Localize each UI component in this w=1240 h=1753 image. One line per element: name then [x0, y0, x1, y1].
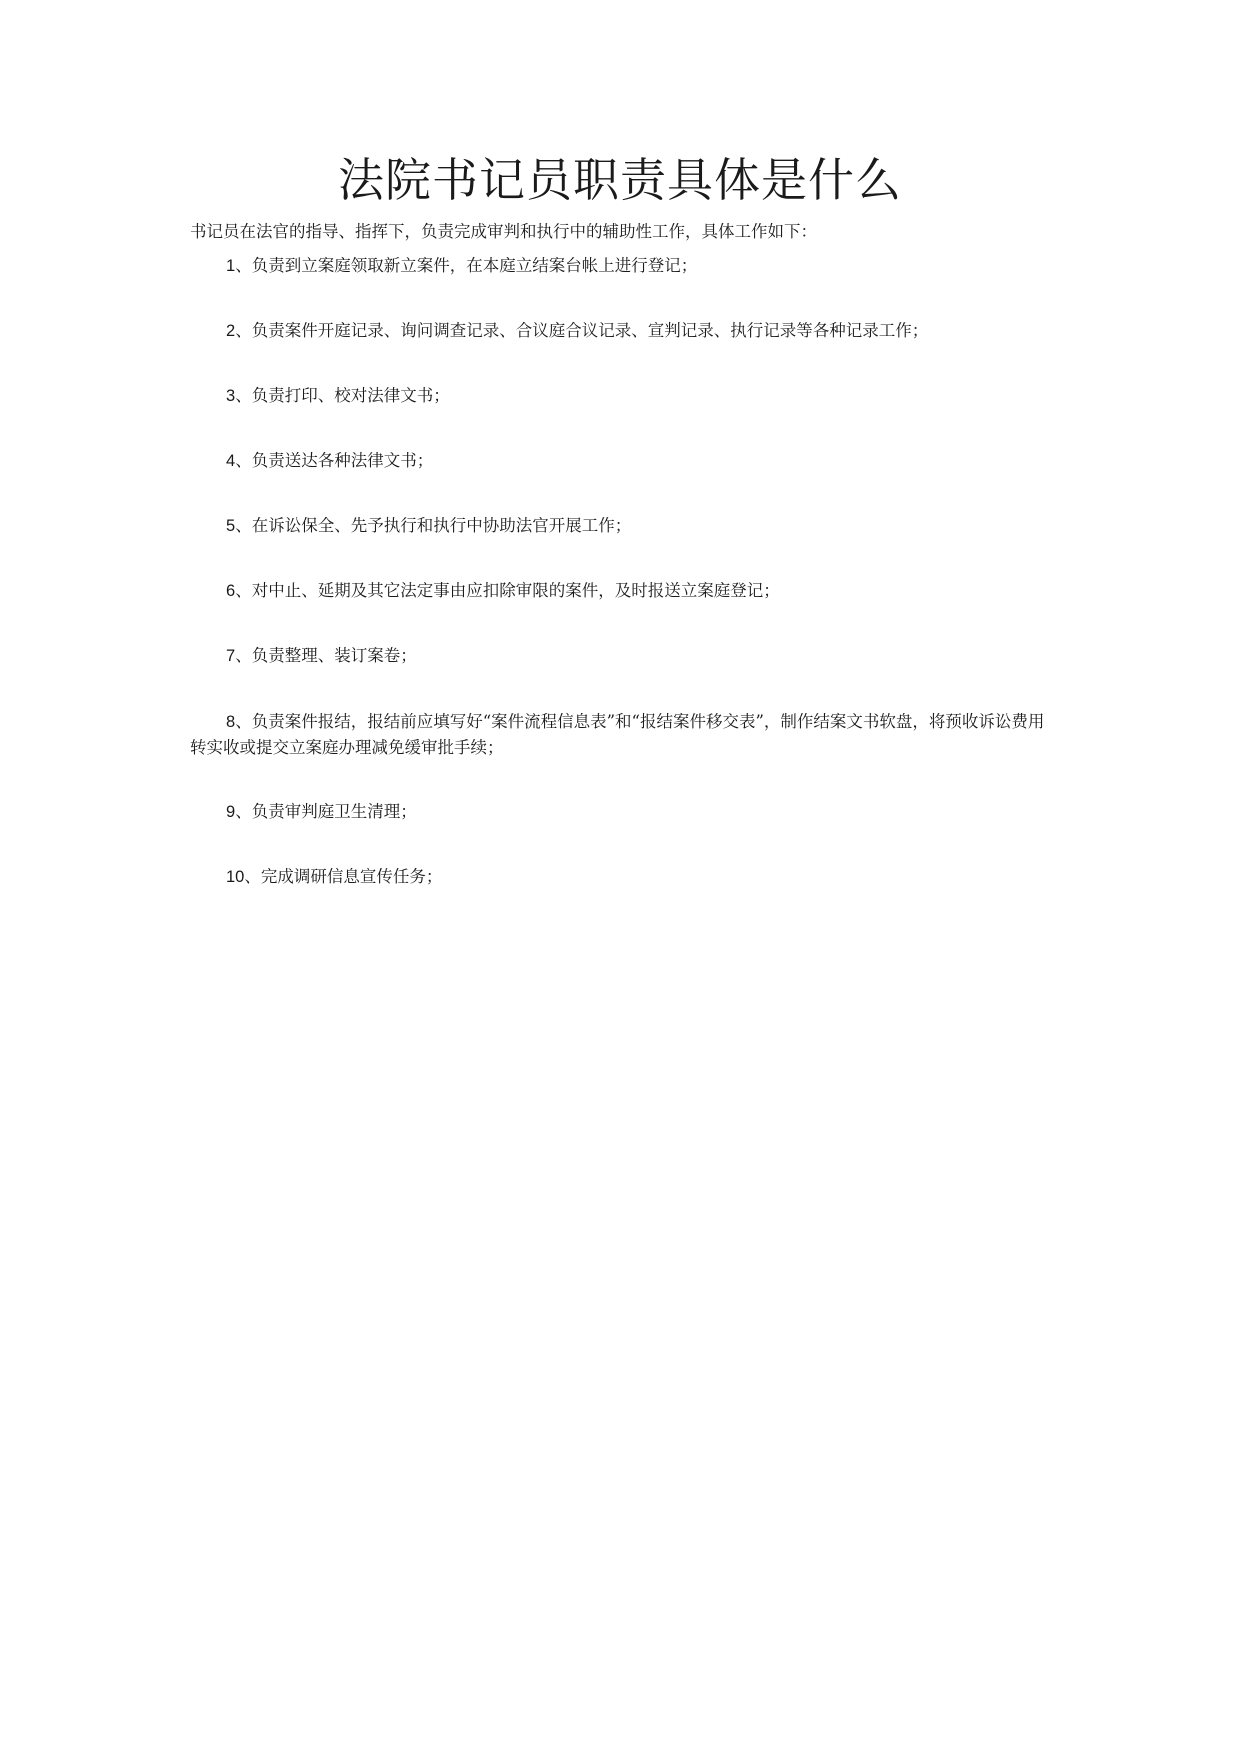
item-text: 、负责审判庭卫生清理；	[235, 802, 417, 821]
item-text: 、在诉讼保全、先予执行和执行中协助法官开展工作；	[235, 516, 632, 535]
item-text: 、负责案件报结，报结前应填写好“案件流程信息表”和“报结案件移交表”，制作结案文书软盘，将预收诉讼费用转实收或提交立案庭办理减免缓审批手续；	[190, 712, 1045, 757]
list-item	[190, 579, 1060, 603]
list-item	[190, 514, 1060, 538]
item-text: 、负责案件开庭记录、询问调查记录、合议庭合议记录、宣判记录、执行记录等各种记录工作；	[235, 321, 929, 340]
item-text: 、负责整理、装订案卷；	[235, 646, 417, 665]
list-item	[190, 254, 1060, 278]
item-text: 、负责打印、校对法律文书；	[235, 386, 450, 405]
list-item	[190, 644, 1060, 668]
item-number: 2	[226, 322, 236, 340]
item-number: 9	[226, 803, 236, 821]
item-number: 6	[226, 582, 236, 600]
list-item	[190, 865, 1060, 889]
item-number: 10	[226, 868, 245, 886]
list-item	[190, 449, 1060, 473]
item-number: 3	[226, 387, 236, 405]
item-number: 1	[226, 257, 236, 275]
list-item	[190, 384, 1060, 408]
list-item	[190, 319, 1060, 343]
item-number: 4	[226, 452, 236, 470]
list-item	[190, 709, 1060, 761]
item-text: 、完成调研信息宣传任务；	[244, 867, 443, 886]
intro-paragraph: 书记员在法官的指导、指挥下，负责完成审判和执行中的辅助性工作，具体工作如下：	[190, 222, 817, 241]
item-number: 7	[226, 647, 236, 665]
document-title: 法院书记员职责具体是什么	[338, 153, 902, 207]
item-number: 8	[226, 713, 236, 731]
item-text: 、负责到立案庭领取新立案件，在本庭立结案台帐上进行登记；	[235, 256, 698, 275]
list-item	[190, 800, 1060, 824]
item-number: 5	[226, 517, 236, 535]
item-text: 、负责送达各种法律文书；	[235, 451, 434, 470]
item-text: 、对中止、延期及其它法定事由应扣除审限的案件，及时报送立案庭登记；	[235, 581, 780, 600]
